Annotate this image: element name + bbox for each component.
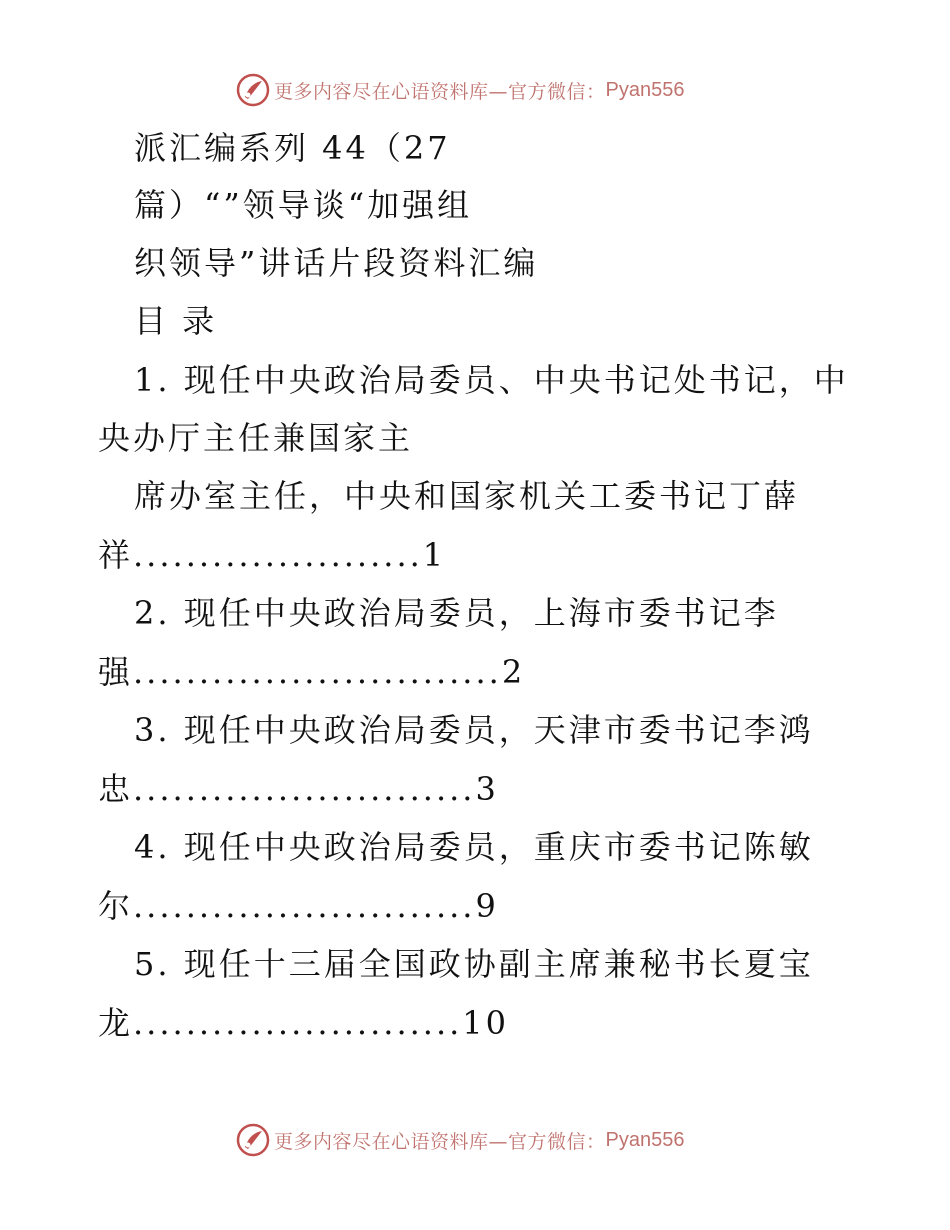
banner-text: 更多内容尽在心语资料库—官方微信： xyxy=(274,80,606,103)
banner-wechat-id: Pyan556 xyxy=(605,78,685,101)
toc-entry-5-line-1: 5. 现任十三届全国政协副主席兼秘书长夏宝 xyxy=(134,945,814,983)
banner-wechat-id: Pyan556 xyxy=(605,1128,685,1151)
title-line-3: 织领导”讲话片段资料汇编 xyxy=(134,244,539,282)
toc-entry-4-line-1: 4. 现任中央政治局委员，重庆市委书记陈敏 xyxy=(134,828,814,866)
toc-entry-1-line-2: 央办厅主任兼国家主 xyxy=(98,419,414,457)
toc-entry-1-page-line: 祥......................1 xyxy=(98,536,447,574)
brand-logo-icon xyxy=(236,1123,270,1157)
toc-entry-5-page-line: 龙.........................10 xyxy=(98,1004,510,1042)
toc-entry-1-line-1: 1. 现任中央政治局委员、中央书记处书记，中 xyxy=(134,361,849,399)
toc-entry-1-line-3: 席办室主任，中央和国家机关工委书记丁薛 xyxy=(134,477,800,515)
toc-entry-3-line-1: 3. 现任中央政治局委员，天津市委书记李鸿 xyxy=(134,711,814,749)
title-line-2: 篇）“”领导谈“加强组 xyxy=(134,186,473,224)
title-line-1: 派汇编系列 44（27 xyxy=(134,129,451,167)
toc-heading: 目 录 xyxy=(134,302,218,340)
footer-watermark-banner xyxy=(236,1120,684,1160)
header-watermark-banner xyxy=(236,70,684,110)
brand-logo-icon xyxy=(236,73,270,107)
toc-entry-2-page-line: 强............................2 xyxy=(98,653,526,691)
banner-text: 更多内容尽在心语资料库—官方微信： xyxy=(274,1130,606,1153)
toc-entry-3-page-line: 忠..........................3 xyxy=(98,770,499,808)
toc-entry-4-page-line: 尔..........................9 xyxy=(98,887,499,925)
toc-entry-2-line-1: 2. 现任中央政治局委员，上海市委书记李 xyxy=(134,594,779,632)
